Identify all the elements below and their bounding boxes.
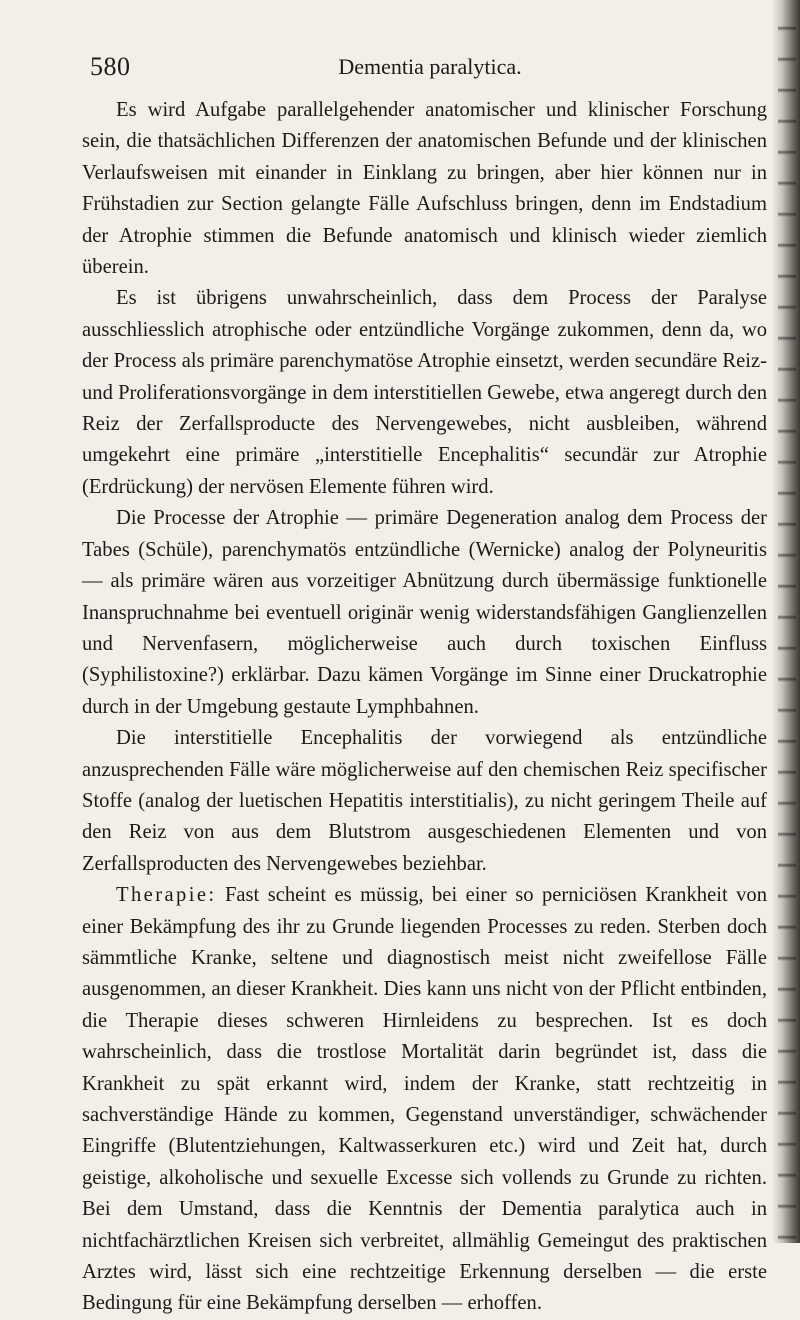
page-header [90, 52, 770, 86]
paragraph-text: Fast scheint es müssig, bei einer so perniciösen Krankheit von einer Bekämpfung des ihr zu Grunde liegenden Processes zu reden. Sterben doch sämmtliche Kranke, seltene und diagnostisch meist nicht zweifellose Fälle ausgenommen, an dieser Krankheit. Dies kann uns nicht von der Pflicht entbinden, die Therapie dieses schweren Hirnleidens zu besprechen. Ist es doch wahrscheinlich, dass die trostlose Mortalität darin begründet ist, dass die Krankheit zu spät erkannt wird, indem der Kranke, statt rechtzeitig in sachverständige Hände zu kommen, Gegenstand unverständiger, schwächender Eingriffe (Blutentziehungen, Kaltwasserkuren etc.) wird und Zeit hat, durch geistige, alkoholische und sexuelle Excesse sich vollends zu Grunde zu richten. Bei dem Umstand, dass die Kenntnis der Dementia paralytica auch in nichtfachärztlichen Kreisen sich verbreitet, allmählig Gemeingut des praktischen Arztes wird, lässt sich eine rechtzeitige Erkennung derselben — die erste Bedingung für eine Bekämpfung derselben — erhoffen. [82, 884, 767, 1315]
running-title: Dementia paralytica. [338, 54, 522, 79]
page-edge-texture [778, 0, 796, 1243]
paragraph: Es wird Aufgabe parallelgehender anatomischer und klinischer Forschung sein, die thatsächlichen Differenzen der anatomischen Befunde und der klinischen Verlaufsweisen mit einander in Einklang zu bringen, aber hier können nur in Frühstadien zur Section gelangte Fälle Aufschluss bringen, denn im Endstadium der Atrophie stimmen die Befunde anatomisch und klinisch wieder ziemlich überein. [82, 99, 767, 279]
page-number: 580 [90, 52, 131, 81]
paragraph: Es ist übrigens unwahrscheinlich, dass dem Process der Paralyse ausschliesslich atrophische oder entzündliche Vorgänge zukommen, denn da, wo der Process als primäre parenchymatöse Atrophie einsetzt, werden secundäre Reiz- und Proliferationsvorgänge in dem interstitiellen Gewebe, etwa angeregt durch den Reiz der Zerfallsproducte des Nervengewebes, nicht ausbleiben, während umgekehrt eine primäre „interstitielle Encephalitis“ secundär zur Atrophie (Erdrückung) der nervösen Elemente führen wird. [82, 287, 767, 498]
section-lead-therapie: Therapie: [116, 884, 217, 907]
paragraph-therapie [82, 880, 767, 1320]
paragraph: Die Processe der Atrophie — primäre Degeneration analog dem Process der Tabes (Schüle), parenchymatös entzündliche (Wernicke) analog der Polyneuritis — als primäre wären aus vorzeitiger Abnützung durch übermässige funktionelle Inanspruchnahme bei eventuell originär wenig widerstandsfähigen Ganglienzellen und Nervenfasern, möglicherweise auch durch toxischen Einfluss (Syphilistoxine?) erklärbar. Dazu kämen Vorgänge im Sinne einer Druckatrophie durch in der Umgebung gestaute Lymphbahnen. [82, 507, 767, 718]
body-text [82, 95, 767, 1320]
paragraph: Die interstitielle Encephalitis der vorwiegend als entzündliche anzusprechenden Fälle wäre möglicherweise auf den chemischen Reiz specifischer Stoffe (analog der luetischen Hepatitis interstitialis), zu nicht geringem Theile auf den Reiz von aus dem Blutstrom ausgeschiedenen Elementen und von Zerfallsproducten des Nervengewebes beziehbar. [82, 727, 767, 875]
